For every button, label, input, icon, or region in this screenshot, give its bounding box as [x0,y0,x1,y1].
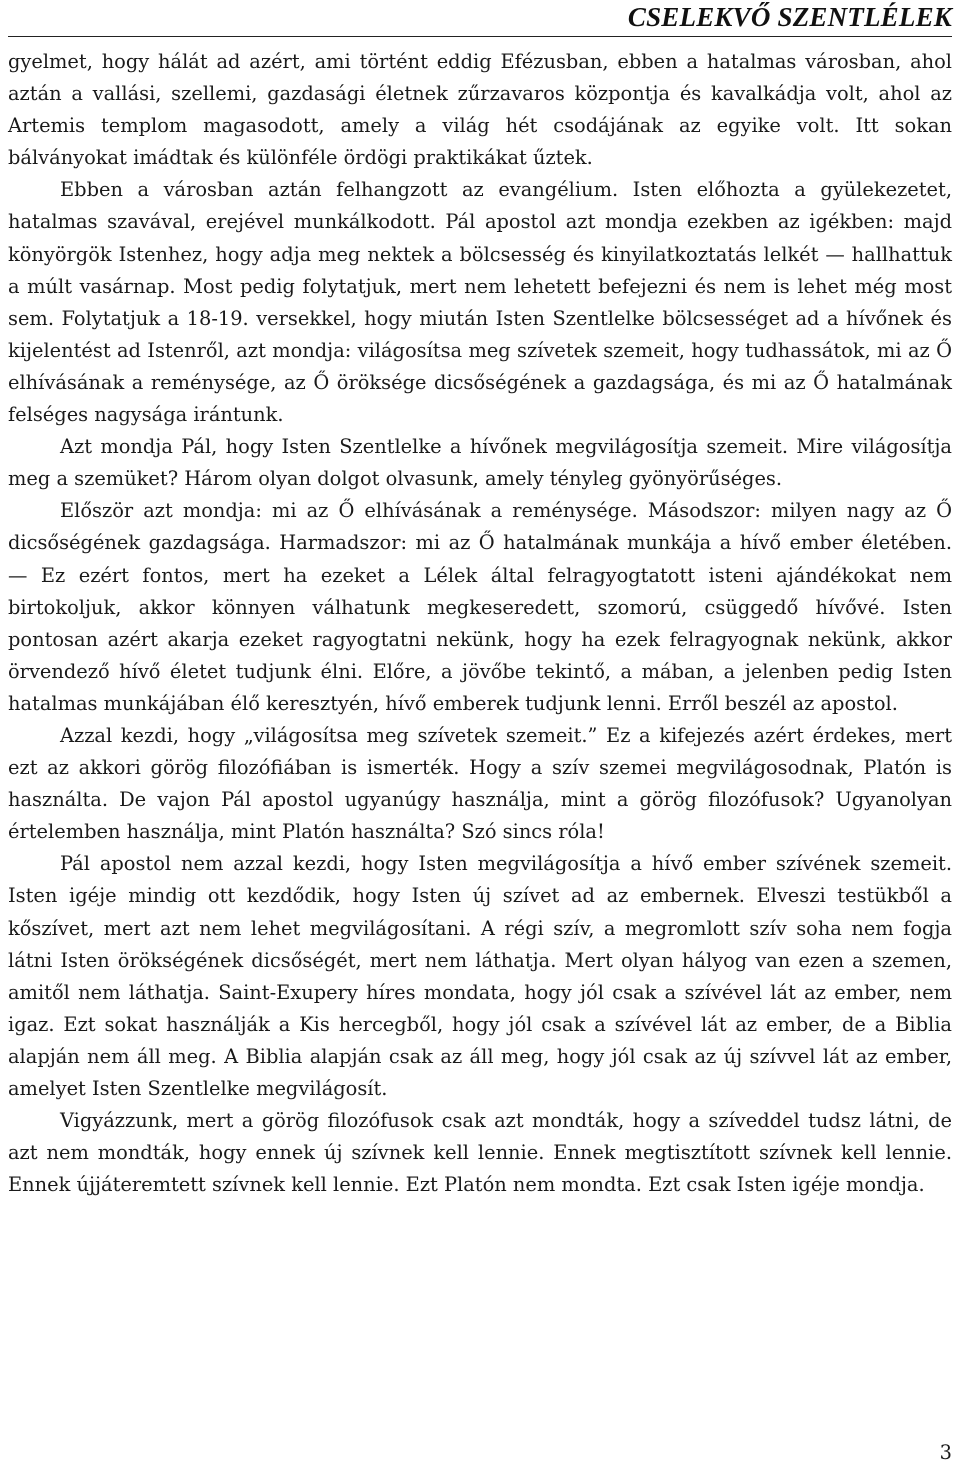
paragraph-1: gyelmet, hogy hálát ad azért, ami történt eddig Efézusban, ebben a hatalmas városban, ahol aztán a vallási, szellemi, gazdasági életnek zűrzavaros központja és kavalkádja volt, ahol az Artemis templom magasodott, amely a világ hét csodájának az egyike volt. Itt sokan bálványokat imádtak és különféle ördögi praktikákat űztek. [8,50,952,170]
running-header-title: CSELEKVŐ SZENTLÉLEK [627,2,952,32]
paragraph-4: Először azt mondja: mi az Ő elhívásának a reménysége. Másodszor: milyen nagy az Ő dicsőségének gazdagsága. Harmadszor: mi az Ő hatalmának munkája a hívő ember életében. — Ez ezért fontos, mert ha ezeket a Lélek által felragyogtatott isteni ajándékokat nem birtokoljuk, akkor könnyen válhatunk megkeseredett, szomorú, csüggedő hívővé. Isten pontosan azért akarja ezeket ragyogtatni nekünk, hogy ha ezek felragyognak nekünk, akkor örvendező hívő életet tudjunk élni. Előre, a jövőbe tekintő, a mában, a jelenben pedig Isten hatalmas munkájában élő keresztyén, hívő emberek tudjunk lenni. Erről beszél az apostol. [8,499,952,715]
paragraph-7: Vigyázzunk, mert a görög filozófusok csak azt mondták, hogy a szíveddel tudsz látni, de azt nem mondták, hogy ennek új szívnek kell lennie. Ennek megtisztított szívnek kell lennie. Ennek újjáteremtett szívnek kell lennie. Ezt Platón nem mondta. Ezt csak Isten igéje mondja. [8,1109,952,1197]
header-rule [8,36,952,37]
paragraph-5: Azzal kezdi, hogy „világosítsa meg szívetek szemeit.” Ez a kifejezés azért érdekes, mert ezt az akkori görög filozófiában is ismerték. Hogy a szív szemei megvilágosodnak, Platón is használta. De vajon Pál apostol ugyanúgy használja, mint a görög filozófusok? Ugyanolyan értelemben használja, mint Platón használta? Szó sincs róla! [8,723,952,844]
paragraph-6: Pál apostol nem azzal kezdi, hogy Isten megvilágosítja a hívő ember szívének szemeit. Isten igéje mindig ott kezdődik, hogy Isten új szívet ad az embernek. Elveszi testükből a kőszívet, mert azt nem lehet megvilágosítani. A régi szív, a megromlott szív soha nem fogja látni Isten örökségének dicsőségét, mert nem láthatja. Mert olyan hályog van ezen a szemen, amitől nem láthatja. Saint-Exupery híres mondata, hogy jól csak a szívével lát az ember, nem igaz. Ezt sokat használják a Kis hercegből, hogy jól csak a szívével lát az ember, de a Biblia alapján nem áll meg. A Biblia alapján csak az áll meg, hogy jól csak az új szívvel lát az ember, amelyet Isten Szentlelke megvilágosít. [8,852,952,1100]
page-number: 3 [939,1441,952,1464]
body-text [8,46,952,1201]
paragraph-2: Ebben a városban aztán felhangzott az evangélium. Isten előhozta a gyülekezetet, hatalmas szavával, erejével munkálkodott. Pál apostol azt mondja ezekben az igékben: majd könyörgök Istenhez, hogy adja meg nektek a bölcsesség és kinyilatkoztatás lelkét — hallhattuk a múlt vasárnap. Most pedig folytatjuk, mert nem lehetett befejezni és nem is lehet még most sem. Folytatjuk a 18-19. versekkel, hogy miután Isten Szentlelke bölcsességet ad a hívőnek és kijelentést ad Istenről, azt mondja: világosítsa meg szívetek szemeit, hogy tudhassátok, mi az Ő elhívásának a reménysége, az Ő öröksége dicsőségének a gazdagsága, és mi az Ő hatalmának felséges nagysága irántunk. [8,178,952,427]
paragraph-3: Azt mondja Pál, hogy Isten Szentlelke a hívőnek megvilágosítja szemeit. Mire világosítja meg a szemüket? Három olyan dolgot olvasunk, amely tényleg gyönyörűséges. [8,435,952,491]
